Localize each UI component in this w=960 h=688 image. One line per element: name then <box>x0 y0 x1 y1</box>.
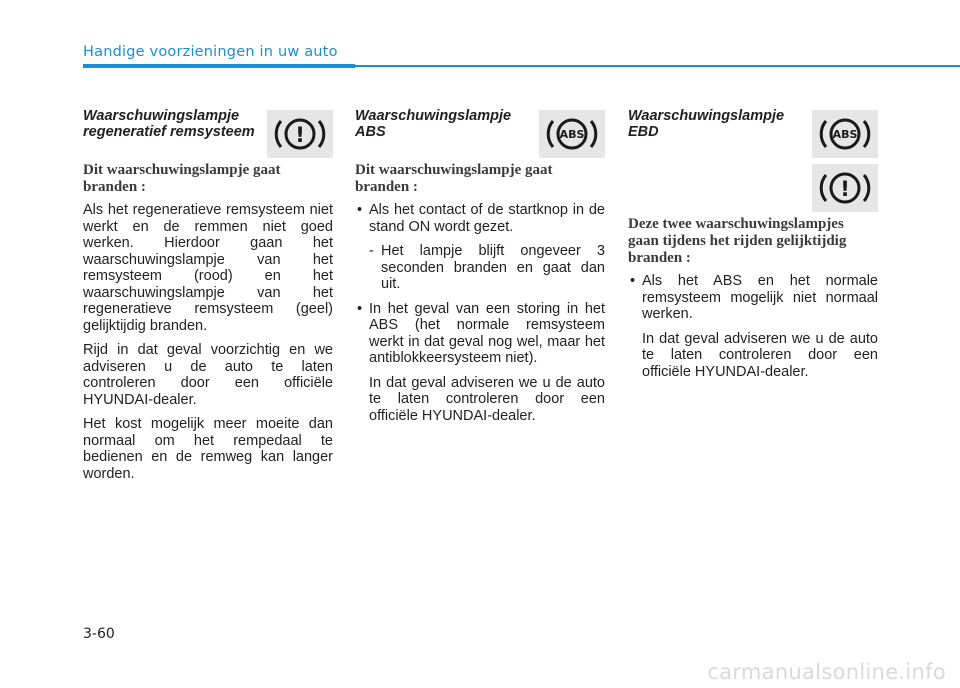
column-ebd <box>628 108 878 388</box>
section-title-regen-brake: Waarschuwingslampje regeneratief remsysteem <box>83 108 255 140</box>
subhead-regen-brake: Dit waarschuwingslampje gaat branden : <box>83 162 281 195</box>
indented-paragraph: In dat geval adviseren we u de auto te laten controleren door een officiële HYUNDAI-dealer. <box>369 374 605 424</box>
subhead-abs: Dit waarschuwingslampje gaat branden : <box>355 162 553 195</box>
subhead-ebd: Deze twee waarschuwingslampjes gaan tijdens het rijden gelijktijdig branden : <box>628 216 847 266</box>
brake-warning-icon <box>267 110 333 158</box>
bullet-item: • In het geval van een storing in het ABS (het normale remsysteem werkt in dat geval nog wel, maar het antiblokkeersysteem niet). <box>355 301 605 367</box>
watermark: carmanualsonline.info <box>707 660 946 684</box>
header-bar-thick <box>83 64 355 68</box>
abs-warning-icon <box>539 110 605 158</box>
page-number: 3-60 <box>83 626 115 642</box>
section-title-abs: Waarschuwingslampje ABS <box>355 108 512 140</box>
header-bar-thin <box>355 65 960 67</box>
bullet-item: • Als het ABS en het normale remsysteem mogelijk niet normaal werken. <box>628 273 878 323</box>
dash-item: - Het lampje blijft ongeveer 3 seconden branden en gaat dan uit. <box>355 243 605 293</box>
abs-warning-icon <box>812 110 878 158</box>
section-title-ebd: Waarschuwingslampje EBD <box>628 108 785 140</box>
indented-paragraph: In dat geval adviseren we u de auto te laten controleren door een officiële HYUNDAI-dealer. <box>642 330 878 380</box>
column-abs <box>355 108 605 432</box>
paragraph: Rijd in dat geval voorzichtig en we adviseren u de auto te laten controleren door een officiële HYUNDAI-dealer. <box>83 342 333 408</box>
abs-glyph: ABS <box>559 128 585 141</box>
section-header-title: Handige voorzieningen in uw auto <box>83 44 338 60</box>
brake-warning-icon <box>812 164 878 212</box>
abs-glyph: ABS <box>832 128 858 141</box>
paragraph: Als het regeneratieve remsysteem niet werkt en de remmen niet goed werken. Hierdoor gaan het waarschuwingslampje van het remsysteem (rood) en het waarschuwingslampje van het regeneratieve remsysteem (geel) gelijktijdig branden. <box>83 202 333 334</box>
bullet-item: • Als het contact of de startknop in de stand ON wordt gezet. <box>355 202 605 235</box>
paragraph: Het kost mogelijk meer moeite dan normaal om het rempedaal te bedienen en de remweg kan langer worden. <box>83 416 333 482</box>
column-regen-brake <box>83 108 333 490</box>
exclaim-glyph: ! <box>295 123 305 147</box>
icon-stack <box>812 110 878 218</box>
exclaim-glyph: ! <box>840 177 850 201</box>
